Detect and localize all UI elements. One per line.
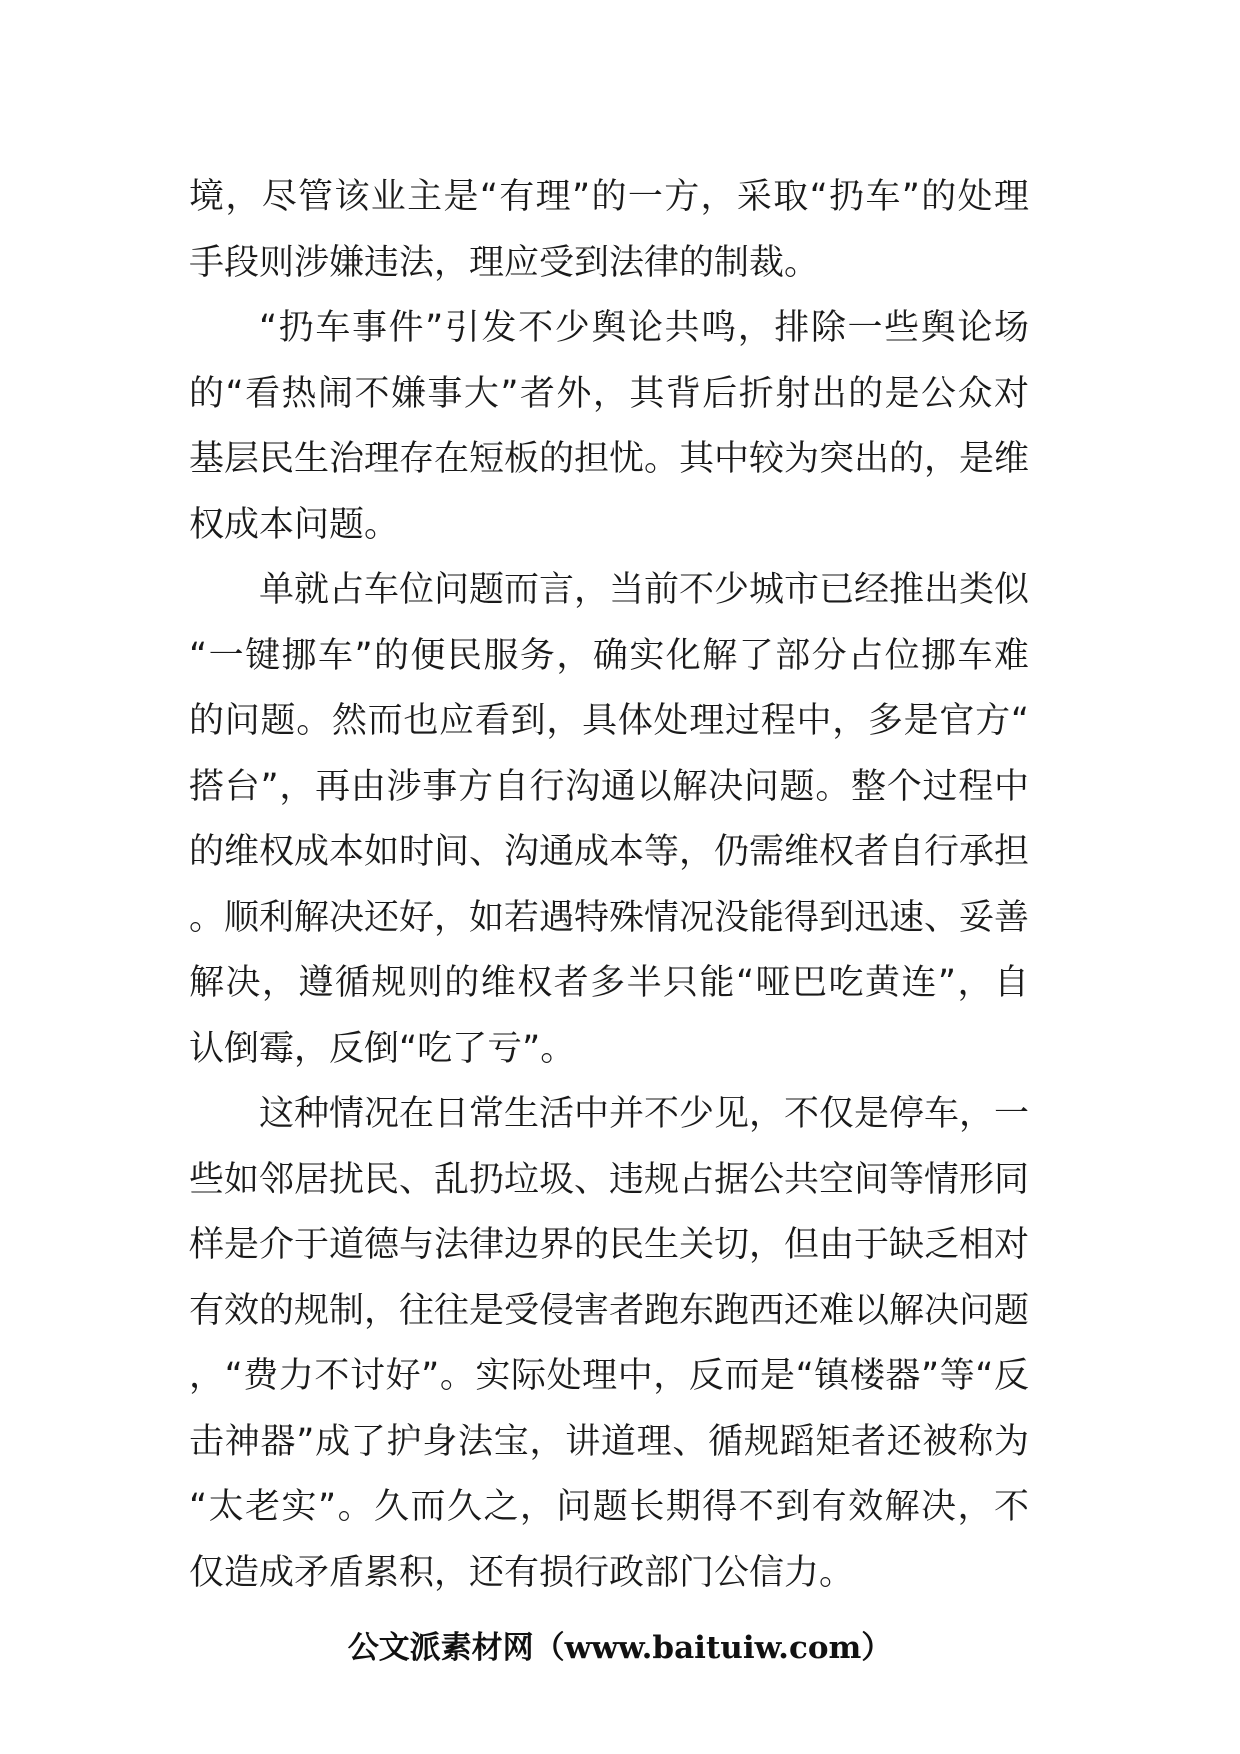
article-body bbox=[189, 165, 1029, 1606]
paragraph-3: 单就占车位问题而言，当前不少城市已经推出类似“一键挪车”的便民服务，确实化解了部分占位挪车难的问题。然而也应看到，具体处理过程中，多是官方“搭台”，再由涉事方自行沟通以解决问题。整个过程中的维权成本如时间、沟通成本等，仍需维权者自行承担。顺利解决还好，如若遇特殊情况没能得到迅速、妥善解决，遵循规则的维权者多半只能“哑巴吃黄连”，自认倒霉，反倒“吃了亏”。 bbox=[189, 570, 1030, 1069]
paragraph-2: “扔车事件”引发不少舆论共鸣，排除一些舆论场的“看热闹不嫌事大”者外，其背后折射出的是公众对基层民生治理存在短板的担忧。其中较为突出的，是维权成本问题。 bbox=[189, 308, 1030, 545]
paragraph-4: 这种情况在日常生活中并不少见，不仅是停车，一些如邻居扰民、乱扔垃圾、违规占据公共空间等情形同样是介于道德与法律边界的民生关切，但由于缺乏相对有效的规制，往往是受侵害者跑东跑西还难以解决问题，“费力不讨好”。实际处理中，反而是“镇楼器”等“反击神器”成了护身法宝，讲道理、循规蹈矩者还被称为“太老实”。久而久之，问题长期得不到有效解决，不仅造成矛盾累积，还有损行政部门公信力。 bbox=[189, 1094, 1030, 1593]
footer-source: 公文派素材网（www.baituiw.com） bbox=[347, 1630, 893, 1666]
paragraph-1: 境，尽管该业主是“有理”的一方，采取“扔车”的处理手段则涉嫌违法，理应受到法律的制裁。 bbox=[189, 177, 1029, 283]
